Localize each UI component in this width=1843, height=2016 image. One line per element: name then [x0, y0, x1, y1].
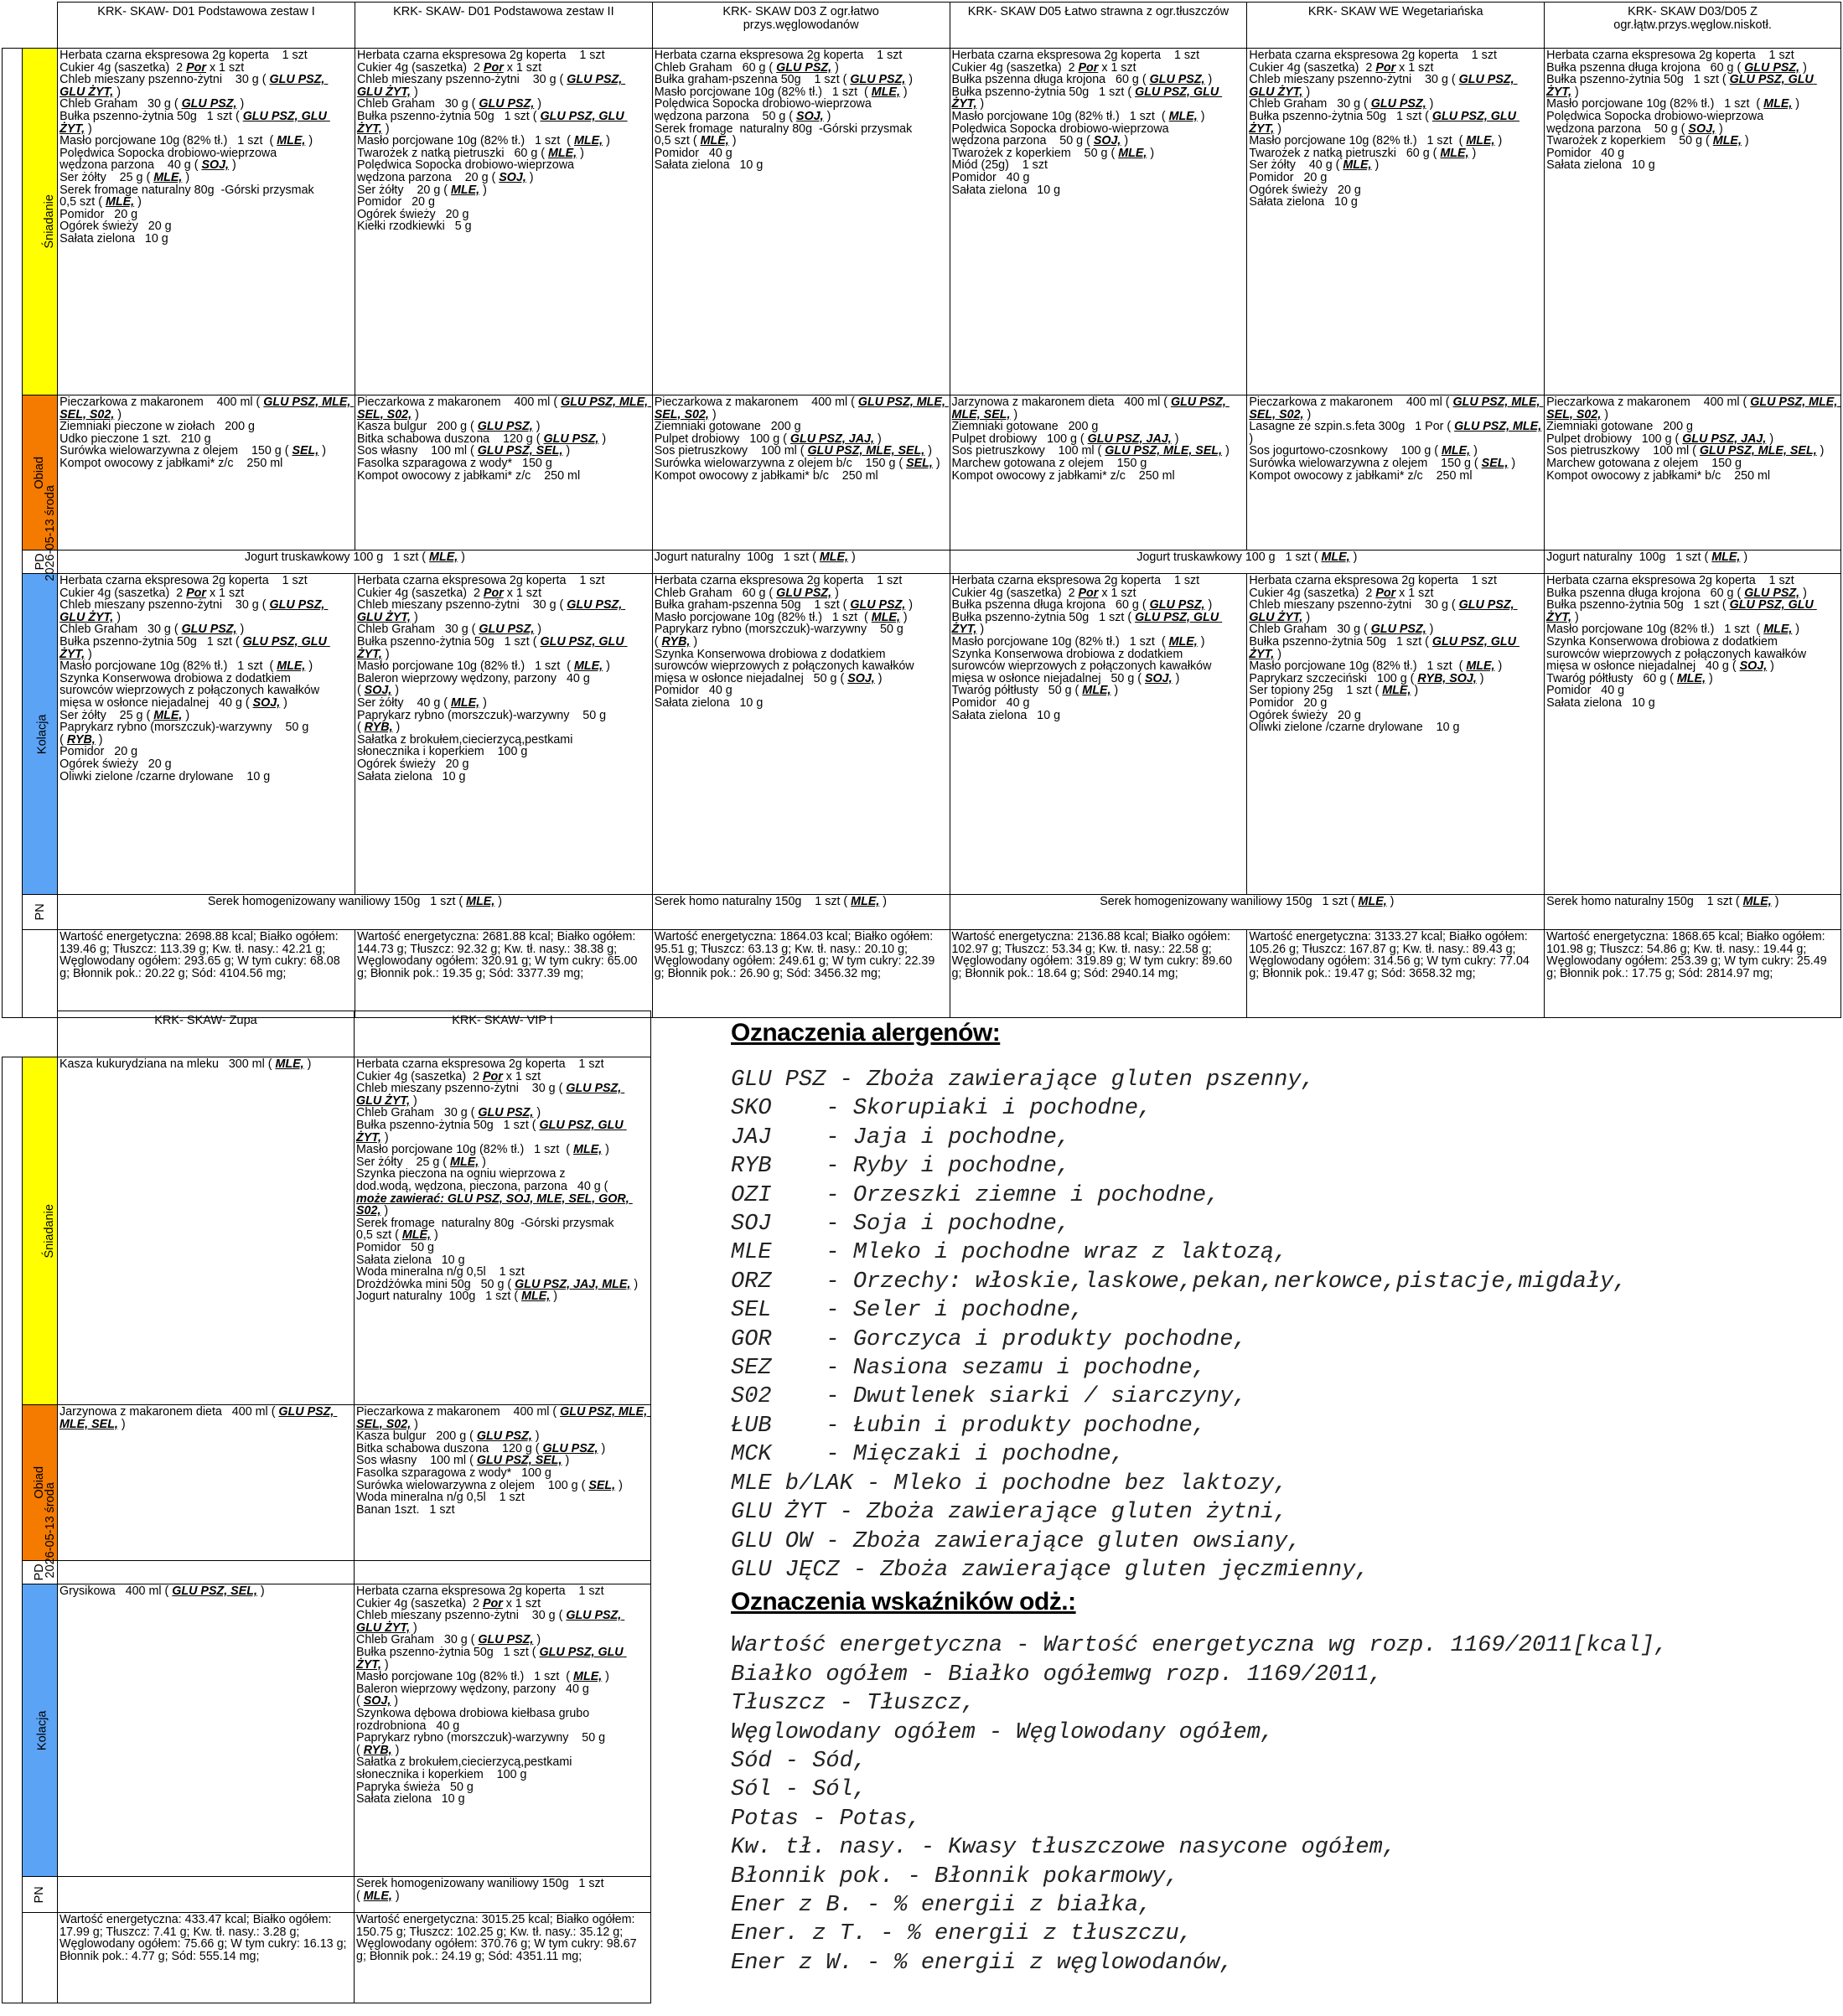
allergen-code: GLU PSZ, GLU ŻYT,	[356, 1609, 625, 1635]
indicator-legend-item: Białko ogółem - Białko ogółemwg rozp. 1169/2011,	[731, 1662, 1383, 1688]
menu-text: Pieczarkowa z makaronem 400 ml ( GLU PSZ, MLE, SEL, S02, ) Ziemniaki pieczone w ziołach 200 g Udko pieczone 1 szt. 210 g Surówka wielowarzywna z olejem 150 g ( SEL, ) Kompot owocowy z jabłkami* z/c 250 ml	[60, 395, 355, 470]
allergen-code: Por	[186, 586, 206, 600]
diet-header: KRK- SKAW- D01 Podstawowa zestaw I	[58, 3, 355, 49]
menu-cell	[950, 395, 1247, 551]
menu-cell	[1545, 574, 1841, 895]
allergen-code: GLU PSZ, GLU ŻYT,	[356, 1082, 625, 1108]
allergen-code: MLE,	[851, 895, 880, 908]
allergen-code: MLE,	[429, 551, 458, 564]
allergen-code: GLU PSZ, GLU ŻYT,	[60, 634, 330, 661]
diet-header: KRK- SKAW- D01 Podstawowa zestaw II	[355, 3, 652, 49]
meal-label-kolacja: Kolacja	[23, 1584, 58, 1877]
meal-label-obiad: Obiad	[23, 1405, 58, 1561]
pn-row	[3, 1877, 651, 1913]
allergen-code: GLU PSZ,	[1370, 97, 1426, 111]
allergen-code: SOJ,	[499, 170, 526, 184]
allergen-code: RYB,	[363, 1743, 392, 1757]
allergen-code: MLE,	[1763, 623, 1793, 637]
nutrition-cell: Wartość energetyczna: 1864.03 kcal; Białko ogółem: 95.51 g; Tłuszcz: 63.13 g; Kw. tł. nasy.: 20.10 g; Węglowodany ogółem: 249.61 g; W tym cukry: 22.39 g; Błonnik pok.: 26.90 g; Sód: 3456.32 mg;	[652, 930, 950, 1018]
allergen-legend-item: RYB - Ryby i pochodne,	[731, 1154, 1071, 1180]
meal-label-sniadanie: Śniadanie	[23, 49, 58, 395]
allergen-code: MLE,	[277, 134, 306, 148]
allergen-legend-item: ORZ - Orzechy: włoskie,laskowe,pekan,nerkowce,pistacje,migdały,	[731, 1269, 1628, 1295]
allergen-legend-item: GLU ŻYT - Zboża zawierające gluten żytni,	[731, 1500, 1288, 1526]
allergen-code: GLU PSZ, MLE, SEL,	[1699, 444, 1817, 458]
menu-cell	[1247, 49, 1545, 395]
allergen-code: RYB,	[661, 634, 691, 649]
menu-cell	[58, 395, 355, 551]
allergen-code: MLE,	[450, 1155, 479, 1169]
allergen-code: GLU PSZ, GLU ŻYT,	[60, 109, 330, 136]
sn-row	[3, 1057, 651, 1405]
allergen-code: Por	[1078, 60, 1099, 75]
indicator-legend-item: Tłuszcz - Tłuszcz,	[731, 1691, 976, 1717]
menu-cell	[950, 551, 1545, 574]
allergen-code: MLE,	[1676, 671, 1706, 685]
menu-cell	[652, 574, 950, 895]
allergen-code: MLE,	[871, 85, 900, 99]
allergen-code: GLU PSZ, GLU ŻYT,	[1546, 598, 1817, 624]
allergen-legend-list	[731, 1066, 1837, 1584]
allergen-code: może zawierać: GLU PSZ, SOJ, MLE, SEL, GOR, S02,	[356, 1192, 633, 1218]
allergen-code: MLE,	[1466, 659, 1495, 674]
meal-label-pd: PD	[23, 1561, 58, 1584]
allergen-code: GLU PSZ, MLE, SEL, S02,	[1546, 395, 1841, 421]
allergen-code: SEL,	[906, 456, 933, 470]
menu-text: Herbata czarna ekspresowa 2g koperta 1 szt Bułka pszenna długa krojona 60 g ( GLU PSZ, ) Bułka pszenno-żytnia 50g 1 szt ( GLU PSZ, GLU ŻYT, ) Masło porcjowane 10g (82% tł.) 1 szt ( MLE, ) Szynka Konserwowa drobiowa z dodatkiem surowców wieprzowych z połączonych kawałków mięsa w osłonce niejadalnej 40 g ( SOJ, ) Twaróg półtłusty 60 g ( MLE, ) Pomidor 40 g Sałata zielona 10 g	[1546, 574, 1817, 710]
menu-cell	[950, 49, 1247, 395]
allergen-code: GLU PSZ,	[477, 420, 533, 434]
allergen-code: GLU PSZ,	[1744, 586, 1800, 600]
allergen-code: SEL,	[1481, 456, 1509, 470]
allergen-code: MLE,	[1321, 551, 1350, 564]
menu-text: Jogurt naturalny 100g 1 szt ( MLE, )	[1546, 551, 1748, 564]
allergen-legend-item: GLU PSZ - Zboża zawierające gluten pszenny,	[731, 1067, 1315, 1093]
allergen-code: SOJ,	[796, 109, 824, 123]
allergen-code: GLU PSZ, MLE, SEL,	[951, 395, 1230, 421]
allergen-code: MLE,	[1118, 146, 1147, 160]
allergen-code: GLU PSZ,	[479, 623, 535, 637]
nutrition-cell: Wartość energetyczna: 2136.88 kcal; Białko ogółem: 102.97 g; Tłuszcz: 53.34 g; Kw. tł. nasy.: 22.58 g; Węglowodany ogółem: 319.89 g; W tym cukry: 89.60 g; Błonnik pok.: 18.64 g; Sód: 2940.14 mg;	[950, 930, 1247, 1018]
menu-cell	[355, 574, 652, 895]
menu-text: Pieczarkowa z makaronem 400 ml ( GLU PSZ, MLE, SEL, S02, ) Kasza bulgur 200 g ( GLU PSZ, ) Bitka schabowa duszona 120 g ( GLU PSZ, ) Sos własny 100 ml ( GLU PSZ, SEL, ) Fasolka szparagowa z wody* 100 g Surówka wielowarzywna z olejem 100 g ( SEL, ) Woda mineralna n/g 0,5l 1 szt Banan 1szt. 1 szt	[356, 1405, 651, 1517]
allergen-code: GLU PSZ, SEL,	[476, 1454, 562, 1468]
menu-cell	[58, 574, 355, 895]
meal-label-obiad: Obiad	[23, 395, 58, 551]
allergen-code: GLU PSZ, MLE, SEL, S02,	[60, 395, 355, 421]
allergen-code: GLU PSZ,	[850, 73, 906, 87]
menu-cell	[355, 395, 652, 551]
sn-row	[3, 49, 1841, 395]
ob-row	[3, 1405, 651, 1561]
menu-text: Herbata czarna ekspresowa 2g koperta 1 szt Bułka pszenna długa krojona 60 g ( GLU PSZ, ) Bułka pszenno-żytnia 50g 1 szt ( GLU PSZ, GLU ŻYT, ) Masło porcjowane 10g (82% tł.) 1 szt ( MLE, ) Polędwica Sopocka drobiowo-wieprzowa wędzona parzona 50 g ( SOJ, ) Twarożek z koperkiem 50 g ( MLE, ) Pomidor 40 g Sałata zielona 10 g	[1546, 49, 1817, 173]
allergen-code: GLU PSZ, MLE, SEL, S02,	[356, 395, 652, 421]
allergen-legend-item: GLU JĘCZ - Zboża zawierające gluten jęczmienny,	[731, 1557, 1369, 1583]
meal-label-pn: PN	[23, 1877, 58, 1913]
menu-text: Serek homogenizowany waniliowy 150g 1 szt ( MLE, )	[1100, 895, 1395, 908]
allergen-code: GLU PSZ, MLE, SEL, S02,	[356, 1405, 651, 1431]
allergen-code: GLU PSZ, GLU ŻYT,	[1249, 634, 1519, 661]
menu-text: Pieczarkowa z makaronem 400 ml ( GLU PSZ, MLE, SEL, S02, ) Kasza bulgur 200 g ( GLU PSZ, ) Bitka schabowa duszona 120 g ( GLU PSZ, ) Sos własny 100 ml ( GLU PSZ, SEL, ) Fasolka szparagowa z wody* 150 g Kompot owocowy z jabłkami* z/c 250 ml	[356, 395, 652, 483]
allergen-code: GLU PSZ, JAJ, MLE,	[515, 1277, 631, 1291]
allergen-code: MLE,	[573, 659, 603, 674]
allergen-code: MLE,	[548, 146, 577, 160]
allergen-code: GLU PSZ, JAJ,	[789, 432, 874, 446]
top-header-row	[3, 3, 1841, 49]
allergen-code: GLU PSZ, MLE, SEL,	[60, 1405, 338, 1431]
date-label: 2026-05-13 środa	[43, 484, 57, 582]
menu-cell	[652, 395, 950, 551]
allergen-code: RYB, SOJ,	[1417, 671, 1477, 685]
menu-text: Kasza kukurydziana na mleku 300 ml ( MLE, )	[60, 1057, 312, 1071]
allergen-code: Por	[482, 1069, 503, 1083]
allergen-code: Por	[1078, 586, 1099, 600]
allergen-code: MLE,	[1466, 134, 1495, 148]
menu-cell	[1545, 551, 1841, 574]
allergen-code: MLE,	[1358, 895, 1387, 908]
allergen-code: GLU PSZ, GLU ŻYT,	[356, 73, 626, 99]
allergen-code: MLE,	[700, 134, 729, 148]
date-label: 2026-05-13 środa	[43, 1481, 57, 1579]
menu-text: Serek homogenizowany waniliowy 150g 1 szt ( MLE, )	[207, 895, 503, 908]
allergen-code: GLU PSZ, MLE,	[1454, 420, 1542, 434]
allergen-code: GLU PSZ,	[1149, 73, 1205, 87]
allergen-code: GLU PSZ,	[478, 1106, 534, 1120]
allergen-code: GLU PSZ,	[776, 60, 832, 75]
nutrition-cell: Wartość energetyczna: 2681.88 kcal; Białko ogółem: 144.73 g; Tłuszcz: 92.32 g; Kw. tł. nasy.: 38.38 g; Węglowodany ogółem: 320.91 g; W tym cukry: 65.00 g; Błonnik pok.: 19.35 g; Sód: 3377.39 mg;	[355, 930, 652, 1018]
allergen-code: GLU PSZ, JAJ,	[1682, 432, 1767, 446]
meal-label-pd: PD	[23, 551, 58, 574]
allergen-code: SOJ,	[364, 684, 392, 698]
allergen-code: MLE,	[466, 895, 495, 908]
allergen-code: MLE,	[450, 695, 480, 710]
allergen-code: GLU PSZ, GLU ŻYT,	[951, 85, 1223, 111]
allergen-code: MLE,	[1441, 444, 1471, 458]
menu-text: Jarzynowa z makaronem dieta 400 ml ( GLU PSZ, MLE, SEL, ) Ziemniaki gotowane 200 g Pulpet drobiowy 100 g ( GLU PSZ, JAJ, ) Sos pietruszkowy 100 ml ( GLU PSZ, MLE, SEL, ) Marchew gotowana z olejem 150 g Kompot owocowy z jabłkami* z/c 250 ml	[951, 395, 1230, 483]
diet-header: KRK- SKAW- VIP I	[355, 1011, 651, 1057]
indicator-legend-item: Potas - Potas,	[731, 1806, 921, 1832]
menu-cell	[58, 551, 653, 574]
menu-text: Serek homo naturalny 150g 1 szt ( MLE, )	[654, 895, 888, 908]
allergen-code: GLU PSZ, GLU ŻYT,	[951, 610, 1223, 637]
allergen-code: MLE,	[819, 551, 848, 564]
allergen-code: GLU PSZ, SEL,	[477, 444, 563, 458]
allergen-legend-item: SEL - Seler i pochodne,	[731, 1298, 1085, 1324]
meal-label-sniadanie: Śniadanie	[23, 1057, 58, 1405]
menu-cell	[652, 49, 950, 395]
allergen-code: GLU PSZ,	[543, 432, 599, 446]
allergen-code: GLU PSZ,	[181, 97, 237, 111]
diet-header: KRK- SKAW D05 Łatwo strawna z ogr.tłuszczów	[950, 3, 1247, 49]
allergen-code: MLE,	[277, 659, 306, 674]
nutrition-cell: Wartość energetyczna: 3133.27 kcal; Białko ogółem: 105.26 g; Tłuszcz: 167.87 g; Kw. tł. nasy.: 89.43 g; Węglowodany ogółem: 314.56 g; W tym cukry: 77.04 g; Błonnik pok.: 19.47 g; Sód: 3658.32 mg;	[1247, 930, 1545, 1018]
allergen-legend-item: MLE b/LAK - Mleko i pochodne bez laktozy,	[731, 1471, 1288, 1496]
allergen-code: SEL,	[588, 1478, 616, 1492]
menu-text: Jarzynowa z makaronem dieta 400 ml ( GLU PSZ, MLE, SEL, )	[60, 1405, 338, 1431]
nutrition-cell: Wartość energetyczna: 3015.25 kcal; Białko ogółem: 150.75 g; Tłuszcz: 102.25 g; Kw. tł. nasy.: 35.12 g; Węglowodany ogółem: 370.76 g; W tym cukry: 98.67 g; Błonnik pok.: 24.19 g; Sód: 4351.11 mg;	[355, 1913, 651, 2003]
nutrition-cell: Wartość energetyczna: 1868.65 kcal; Białko ogółem: 101.98 g; Tłuszcz: 54.86 g; Kw. tł. nasy.: 19.44 g; Węglowodany ogółem: 253.39 g; W tym cukry: 25.49 g; Błonnik pok.: 17.75 g; Sód: 2814.97 mg;	[1545, 930, 1841, 1018]
allergen-code: SOJ,	[847, 671, 875, 685]
kl-row	[3, 1584, 651, 1877]
indicator-legend-item: Ener z B. - % energii z białka,	[731, 1892, 1152, 1918]
allergen-code: MLE,	[401, 1228, 431, 1243]
allergen-code: GLU PSZ, GLU ŻYT,	[356, 1118, 627, 1145]
allergen-code: GLU PSZ,	[1149, 598, 1205, 613]
allergen-legend-item: MLE - Mleko i pochodne wraz z laktozą,	[731, 1240, 1288, 1266]
allergen-code: Por	[186, 60, 206, 75]
menu-text: Herbata czarna ekspresowa 2g koperta 1 szt Cukier 4g (saszetka) 2 Por x 1 szt Chleb mieszany pszenno-żytni 30 g ( GLU PSZ, GLU ŻYT, ) Chleb Graham 30 g ( GLU PSZ, ) Bułka pszenno-żytnia 50g 1 szt ( GLU PSZ, GLU ŻYT, ) Masło porcjowane 10g (82% tł.) 1 szt ( MLE, ) Twarożek z natką pietruszki 60 g ( MLE, ) Polędwica Sopocka drobiowo-wieprzowa wędzona parzona 20 g ( SOJ, ) Ser żółty 20 g ( MLE, ) Pomidor 20 g Ogórek świeży 20 g Kiełki rzodkiewki 5 g	[356, 49, 628, 234]
allergen-code: MLE,	[1763, 97, 1793, 111]
allergen-code: GLU PSZ, GLU ŻYT,	[356, 1645, 627, 1672]
pd-row	[3, 1561, 651, 1584]
kl-row	[3, 574, 1841, 895]
allergen-legend-item: JAJ - Jaja i pochodne,	[731, 1124, 1071, 1150]
allergen-code: MLE,	[1742, 895, 1772, 908]
allergen-code: MLE,	[871, 610, 900, 624]
allergen-code: MLE,	[1343, 158, 1372, 173]
allergen-code: MLE,	[275, 1057, 304, 1071]
allergen-code: SOJ,	[363, 1694, 391, 1708]
allergen-legend-item: MCK - Mięczaki i pochodne,	[731, 1442, 1125, 1468]
allergen-code: GLU PSZ, GLU ŻYT,	[1249, 73, 1518, 99]
allergen-code: GLU PSZ, GLU ŻYT,	[356, 598, 626, 624]
allergen-code: MLE,	[1712, 134, 1742, 148]
nutrition-cell: Wartość energetyczna: 2698.88 kcal; Białko ogółem: 139.46 g; Tłuszcz: 113.39 g; Kw. tł. nasy.: 42.21 g; Węglowodany ogółem: 293.65 g; W tym cukry: 68.08 g; Błonnik pok.: 20.22 g; Sód: 4104.56 mg;	[58, 930, 355, 1018]
allergen-legend-item: ŁUB - Łubin i produkty pochodne,	[731, 1413, 1207, 1439]
menu-text: Pieczarkowa z makaronem 400 ml ( GLU PSZ, MLE, SEL, S02, ) Ziemniaki gotowane 200 g Pulpet drobiowy 100 g ( GLU PSZ, JAJ, ) Sos pietruszkowy 100 ml ( GLU PSZ, MLE, SEL, ) Surówka wielowarzywna z olejem b/c 150 g ( SEL, ) Kompot owocowy z jabłkami* b/c 250 ml	[654, 395, 949, 483]
allergen-code: GLU PSZ, MLE, SEL, S02,	[654, 395, 949, 421]
menu-text: Pieczarkowa z makaronem 400 ml ( GLU PSZ, MLE, SEL, S02, ) Lasagne ze szpin.s.feta 300g 1 Por ( GLU PSZ, MLE, ) Sos jogurtowo-czosnkowy 100 g ( MLE, ) Surówka wielowarzywna z olejem 150 g ( SEL, ) Kompot owocowy z jabłkami* z/c 250 ml	[1249, 395, 1544, 483]
allergen-code: SOJ,	[1688, 121, 1716, 136]
menu-text: Serek homogenizowany waniliowy 150g 1 szt ( MLE, )	[356, 1877, 604, 1903]
menu-cell	[652, 551, 950, 574]
allergen-code: GLU PSZ, GLU ŻYT,	[1249, 598, 1518, 624]
menu-text: Herbata czarna ekspresowa 2g koperta 1 szt Cukier 4g (saszetka) 2 Por x 1 szt Chleb mieszany pszenno-żytni 30 g ( GLU PSZ, GLU ŻYT, ) Chleb Graham 30 g ( GLU PSZ, ) Bułka pszenno-żytnia 50g 1 szt ( GLU PSZ, GLU ŻYT, ) Masło porcjowane 10g (82% tł.) 1 szt ( MLE, ) Polędwica Sopocka drobiowo-wieprzowa wędzona parzona 40 g ( SOJ, ) Ser żółty 25 g ( MLE, ) Serek fromage naturalny 80g -Górski przysmak 0,5 szt ( MLE, ) Pomidor 20 g Ogórek świeży 20 g Sałata zielona 10 g	[60, 49, 330, 246]
menu-cell	[355, 1584, 651, 1877]
menu-cell	[58, 1561, 355, 1584]
menu-cell	[58, 1057, 355, 1405]
menu-text: Herbata czarna ekspresowa 2g koperta 1 szt Cukier 4g (saszetka) 2 Por x 1 szt Bułka pszenna długa krojona 60 g ( GLU PSZ, ) Bułka pszenno-żytnia 50g 1 szt ( GLU PSZ, GLU ŻYT, ) Masło porcjowane 10g (82% tł.) 1 szt ( MLE, ) Polędwica Sopocka drobiowo-wieprzowa wędzona parzona 50 g ( SOJ, ) Twarożek z koperkiem 50 g ( MLE, ) Miód (25g) 1 szt Pomidor 40 g Sałata zielona 10 g	[951, 49, 1223, 197]
allergen-code: MLE,	[153, 708, 183, 722]
menu-cell	[58, 1877, 355, 1913]
allergen-code: Por	[1375, 60, 1396, 75]
allergen-code: SOJ,	[1145, 671, 1173, 685]
indicator-legend-item: Wartość energetyczna - Wartość energetyczna wg rozp. 1169/2011[kcal],	[731, 1633, 1668, 1659]
allergen-legend-item: OZI - Orzeszki ziemne i pochodne,	[731, 1182, 1220, 1208]
allergen-code: SEL,	[292, 444, 319, 458]
meal-label-kolacja: Kolacja	[23, 574, 58, 895]
indicator-legend-item: Ener z W. - % energii z węglowodanów,	[731, 1950, 1234, 1976]
allergen-code: GLU PSZ,	[1370, 623, 1426, 637]
legend	[731, 1019, 1837, 1977]
indicator-legend-item: Węglowodany ogółem - Węglowodany ogółem,	[731, 1719, 1275, 1745]
menu-cell	[1545, 395, 1841, 551]
indicator-legend-list	[731, 1631, 1837, 1977]
allergen-legend-item: SOJ - Soja i pochodne,	[731, 1212, 1071, 1238]
menu-cell	[1247, 574, 1545, 895]
allergen-code: GLU PSZ,	[476, 1429, 532, 1444]
allergen-code: Por	[483, 60, 504, 75]
allergen-code: Por	[1375, 586, 1396, 600]
menu-text: Jogurt truskawkowy 100 g 1 szt ( MLE, )	[1136, 551, 1358, 564]
allergen-code: GLU PSZ, GLU ŻYT,	[356, 634, 628, 661]
allergen-code: GLU PSZ, MLE, SEL,	[1105, 444, 1223, 458]
allergen-code: GLU PSZ,	[181, 623, 237, 637]
allergen-code: Por	[482, 1596, 503, 1610]
allergen-legend-item: GLU OW - Zboża zawierające gluten owsiany,	[731, 1528, 1302, 1554]
menu-text: Herbata czarna ekspresowa 2g koperta 1 szt Chleb Graham 60 g ( GLU PSZ, ) Bułka graham-pszenna 50g 1 szt ( GLU PSZ, ) Masło porcjowane 10g (82% tł.) 1 szt ( MLE, ) Polędwica Sopocka drobiowo-wieprzowa wędzona parzona 50 g ( SOJ, ) Serek fromage naturalny 80g -Górski przysmak 0,5 szt ( MLE, ) Pomidor 40 g Sałata zielona 10 g	[654, 49, 914, 173]
allergen-code: MLE,	[1168, 109, 1198, 123]
bottom-menu-table	[2, 1011, 651, 2003]
bottom-header-row	[3, 1011, 651, 1057]
allergen-code: MLE,	[450, 183, 480, 197]
indicator-legend-item: Sód - Sód,	[731, 1748, 867, 1774]
menu-text: Herbata czarna ekspresowa 2g koperta 1 szt Cukier 4g (saszetka) 2 Por x 1 szt Chleb mieszany pszenno-żytni 30 g ( GLU PSZ, GLU ŻYT, ) Chleb Graham 30 g ( GLU PSZ, ) Bułka pszenno-żytnia 50g 1 szt ( GLU PSZ, GLU ŻYT, ) Masło porcjowane 10g (82% tł.) 1 szt ( MLE, ) Twarożek z natką pietruszki 60 g ( MLE, ) Ser żółty 40 g ( MLE, ) Pomidor 20 g Ogórek świeży 20 g Sałata zielona 10 g	[1249, 49, 1519, 209]
allergen-code: GLU PSZ, JAJ,	[1087, 432, 1172, 446]
indicator-legend-title: Oznaczenia wskaźników odż.:	[731, 1588, 1076, 1616]
allergen-legend-item: SKO - Skorupiaki i pochodne,	[731, 1096, 1152, 1122]
menu-cell	[950, 574, 1247, 895]
allergen-code: RYB,	[66, 732, 96, 747]
allergen-code: GLU PSZ,	[542, 1441, 598, 1455]
allergen-code: SOJ,	[252, 695, 281, 710]
allergen-code: GLU PSZ, SEL,	[172, 1584, 257, 1598]
allergen-code: MLE,	[1440, 146, 1469, 160]
nutrition-cell: Wartość energetyczna: 433.47 kcal; Białko ogółem: 17.99 g; Tłuszcz: 7.41 g; Kw. tł. nasy.: 3.28 g; Węglowodany ogółem: 75.66 g; W tym cukry: 16.13 g; Błonnik pok.: 4.77 g; Sód: 555.14 mg;	[58, 1913, 355, 2003]
menu-cell	[58, 1584, 355, 1877]
allergen-legend-item: GOR - Gorczyca i produkty pochodne,	[731, 1326, 1247, 1352]
menu-text: Herbata czarna ekspresowa 2g koperta 1 szt Cukier 4g (saszetka) 2 Por x 1 szt Chleb mieszany pszenno-żytni 30 g ( GLU PSZ, GLU ŻYT, ) Chleb Graham 30 g ( GLU PSZ, ) Bułka pszenno-żytnia 50g 1 szt ( GLU PSZ, GLU ŻYT, ) Masło porcjowane 10g (82% tł.) 1 szt ( MLE, ) Paprykarz szczeciński 100 g ( RYB, SOJ, ) Ser topiony 25g 1 szt ( MLE, ) Pomidor 20 g Ogórek świeży 20 g Oliwki zielone /czarne drylowane 10 g	[1249, 574, 1519, 735]
menu-cell	[355, 1877, 651, 1913]
indicator-legend-item: Kw. tł. nasy. - Kwasy tłuszczowe nasycone ogółem,	[731, 1835, 1396, 1861]
allergen-code: GLU PSZ,	[850, 598, 906, 613]
allergen-code: GLU PSZ, GLU ŻYT,	[60, 598, 329, 624]
allergen-code: GLU PSZ,	[776, 586, 832, 600]
meal-label-pn: PN	[23, 895, 58, 930]
nutrition-row	[3, 1913, 651, 2003]
allergen-code: GLU PSZ, GLU ŻYT,	[356, 109, 628, 136]
allergen-code: GLU PSZ, MLE, SEL,	[807, 444, 925, 458]
menu-cell	[355, 1057, 651, 1405]
allergen-code: SOJ,	[1093, 134, 1121, 148]
allergen-code: SOJ,	[201, 158, 230, 173]
menu-text: Herbata czarna ekspresowa 2g koperta 1 szt Cukier 4g (saszetka) 2 Por x 1 szt Bułka pszenna długa krojona 60 g ( GLU PSZ, ) Bułka pszenno-żytnia 50g 1 szt ( GLU PSZ, GLU ŻYT, ) Masło porcjowane 10g (82% tł.) 1 szt ( MLE, ) Szynka Konserwowa drobiowa z dodatkiem surowców wieprzowych z połączonych kawałków mięsa w osłonce niejadalnej 50 g ( SOJ, ) Twaróg półtłusty 50 g ( MLE, ) Pomidor 40 g Sałata zielona 10 g	[951, 574, 1223, 722]
menu-cell	[1545, 49, 1841, 395]
menu-text: Herbata czarna ekspresowa 2g koperta 1 szt Cukier 4g (saszetka) 2 Por x 1 szt Chleb mieszany pszenno-żytni 30 g ( GLU PSZ, GLU ŻYT, ) Chleb Graham 30 g ( GLU PSZ, ) Bułka pszenno-żytnia 50g 1 szt ( GLU PSZ, GLU ŻYT, ) Masło porcjowane 10g (82% tł.) 1 szt ( MLE, ) Baleron wieprzowy wędzony, parzony 40 g ( SOJ, ) Szynkowa dębowa drobiowa kiełbasa grubo rozdrobniona 40 g Paprykarz rybno (morszczuk)-warzywny 50 g ( RYB, ) Sałatka z brokułem,ciecierzycą,pestkami słonecznika i koperkiem 100 g Papryka świeża 50 g Sałata zielona 10 g	[356, 1584, 627, 1807]
top-menu-table	[2, 2, 1841, 1018]
menu-text: Grysikowa 400 ml ( GLU PSZ, SEL, )	[60, 1584, 265, 1598]
allergen-code: MLE,	[1082, 684, 1111, 698]
menu-text: Herbata czarna ekspresowa 2g koperta 1 szt Cukier 4g (saszetka) 2 Por x 1 szt Chleb mieszany pszenno-żytni 30 g ( GLU PSZ, GLU ŻYT, ) Chleb Graham 30 g ( GLU PSZ, ) Bułka pszenno-żytnia 50g 1 szt ( GLU PSZ, GLU ŻYT, ) Masło porcjowane 10g (82% tł.) 1 szt ( MLE, ) Szynka Konserwowa drobiowa z dodatkiem surowców wieprzowych z połączonych kawałków mięsa w osłonce niejadalnej 40 g ( SOJ, ) Ser żółty 25 g ( MLE, ) Paprykarz rybno (morszczuk)-warzywny 50 g ( RYB, ) Pomidor 20 g Ogórek świeży 20 g Oliwki zielone /czarne drylowane 10 g	[60, 574, 330, 783]
allergen-code: MLE,	[1382, 684, 1411, 698]
allergen-code: RYB,	[364, 721, 393, 735]
allergen-code: MLE,	[1168, 634, 1198, 649]
allergen-code: MLE,	[573, 134, 603, 148]
allergen-code: MLE,	[521, 1290, 551, 1304]
menu-text: Herbata czarna ekspresowa 2g koperta 1 szt Cukier 4g (saszetka) 2 Por x 1 szt Chleb mieszany pszenno-żytni 30 g ( GLU PSZ, GLU ŻYT, ) Chleb Graham 30 g ( GLU PSZ, ) Bułka pszenno-żytnia 50g 1 szt ( GLU PSZ, GLU ŻYT, ) Masło porcjowane 10g (82% tł.) 1 szt ( MLE, ) Baleron wieprzowy wędzony, parzony 40 g ( SOJ, ) Ser żółty 40 g ( MLE, ) Paprykarz rybno (morszczuk)-warzywny 50 g ( RYB, ) Sałatka z brokułem,ciecierzycą,pestkami słonecznika i koperkiem 100 g Ogórek świeży 20 g Sałata zielona 10 g	[356, 574, 628, 783]
menu-cell	[652, 895, 950, 930]
allergen-legend-item: S02 - Dwutlenek siarki / siarczyny,	[731, 1384, 1247, 1410]
menu-text: Jogurt truskawkowy 100 g 1 szt ( MLE, )	[244, 551, 465, 564]
menu-text: Herbata czarna ekspresowa 2g koperta 1 szt Cukier 4g (saszetka) 2 Por x 1 szt Chleb mieszany pszenno-żytni 30 g ( GLU PSZ, GLU ŻYT, ) Chleb Graham 30 g ( GLU PSZ, ) Bułka pszenno-żytnia 50g 1 szt ( GLU PSZ, GLU ŻYT, ) Masło porcjowane 10g (82% tł.) 1 szt ( MLE, ) Ser żółty 25 g ( MLE, ) Szynka pieczona na ogniu wieprzowa z dod.wodą, wędzona, pieczona, parzona 40 g ( może zawierać: GLU PSZ, SOJ, MLE, SEL, GOR, S02, ) Serek fromage naturalny 80g -Górski przysmak 0,5 szt ( MLE, ) Pomidor 50 g Sałata zielona 10 g Woda mineralna n/g 0,5l 1 szt Drożdżówka mini 50g 50 g ( GLU PSZ, JAJ, MLE, ) Jogurt naturalny 100g 1 szt ( MLE, )	[356, 1057, 639, 1304]
allergen-code: GLU PSZ, GLU ŻYT,	[60, 73, 329, 99]
diet-header: KRK- SKAW D03 Z ogr.łatwo przys.węglowodanów	[652, 3, 950, 49]
allergen-code: Por	[483, 586, 504, 600]
menu-text: Pieczarkowa z makaronem 400 ml ( GLU PSZ, MLE, SEL, S02, ) Ziemniaki gotowane 200 g Pulpet drobiowy 100 g ( GLU PSZ, JAJ, ) Sos pietruszkowy 100 ml ( GLU PSZ, MLE, SEL, ) Marchew gotowana z olejem 150 g Kompot owocowy z jabłkami* b/c 250 ml	[1546, 395, 1841, 483]
allergen-legend-item: SEZ - Nasiona sezamu i pochodne,	[731, 1356, 1207, 1382]
allergen-code: GLU PSZ, GLU ŻYT,	[1546, 73, 1817, 99]
diet-header: KRK- SKAW- Zupa	[58, 1011, 355, 1057]
allergen-legend-title: Oznaczenia alergenów:	[731, 1019, 1001, 1047]
menu-cell	[1247, 395, 1545, 551]
indicator-legend-item: Ener. z T. - % energii z tłuszczu,	[731, 1921, 1193, 1947]
pd-row	[3, 551, 1841, 574]
menu-cell	[58, 895, 653, 930]
ob-row	[3, 395, 1841, 551]
diet-header: KRK- SKAW D03/D05 Z ogr.łątw.przys.węglow.niskotł.	[1545, 3, 1841, 49]
allergen-code: MLE,	[1711, 551, 1741, 564]
allergen-code: MLE,	[573, 1143, 603, 1157]
menu-text: Serek homo naturalny 150g 1 szt ( MLE, )	[1546, 895, 1779, 908]
menu-cell	[1545, 895, 1841, 930]
menu-cell	[355, 49, 652, 395]
allergen-code: GLU PSZ,	[478, 1633, 534, 1647]
diet-header: KRK- SKAW WE Wegetariańska	[1247, 3, 1545, 49]
menu-cell	[58, 1405, 355, 1561]
allergen-code: SOJ,	[1739, 659, 1768, 674]
nutrition-row	[3, 930, 1841, 1018]
indicator-legend-item: Sól - Sól,	[731, 1777, 867, 1803]
menu-text: Herbata czarna ekspresowa 2g koperta 1 szt Chleb Graham 60 g ( GLU PSZ, ) Bułka graham-pszenna 50g 1 szt ( GLU PSZ, ) Masło porcjowane 10g (82% tł.) 1 szt ( MLE, ) Paprykarz rybno (morszczuk)-warzywny 50 g ( RYB, ) Szynka Konserwowa drobiowa z dodatkiem surowców wieprzowych z połączonych kawałków mięsa w osłonce niejadalnej 50 g ( SOJ, ) Pomidor 40 g Sałata zielona 10 g	[654, 574, 914, 710]
indicator-legend-item: Błonnik pok. - Błonnik pokarmowy,	[731, 1864, 1179, 1889]
allergen-code: GLU PSZ,	[479, 97, 535, 111]
allergen-code: GLU PSZ, MLE, SEL, S02,	[1249, 395, 1544, 421]
menu-cell	[58, 49, 355, 395]
menu-cell	[355, 1561, 651, 1584]
menu-cell	[950, 895, 1545, 930]
menu-cell	[355, 1405, 651, 1561]
allergen-code: MLE,	[363, 1889, 392, 1903]
allergen-code: MLE,	[153, 170, 183, 184]
menu-text: Jogurt naturalny 100g 1 szt ( MLE, )	[654, 551, 856, 564]
allergen-code: GLU PSZ,	[1744, 60, 1800, 75]
allergen-code: GLU PSZ, GLU ŻYT,	[1249, 109, 1519, 136]
allergen-code: MLE,	[105, 195, 135, 209]
allergen-code: MLE,	[573, 1670, 603, 1684]
pn-row	[3, 895, 1841, 930]
